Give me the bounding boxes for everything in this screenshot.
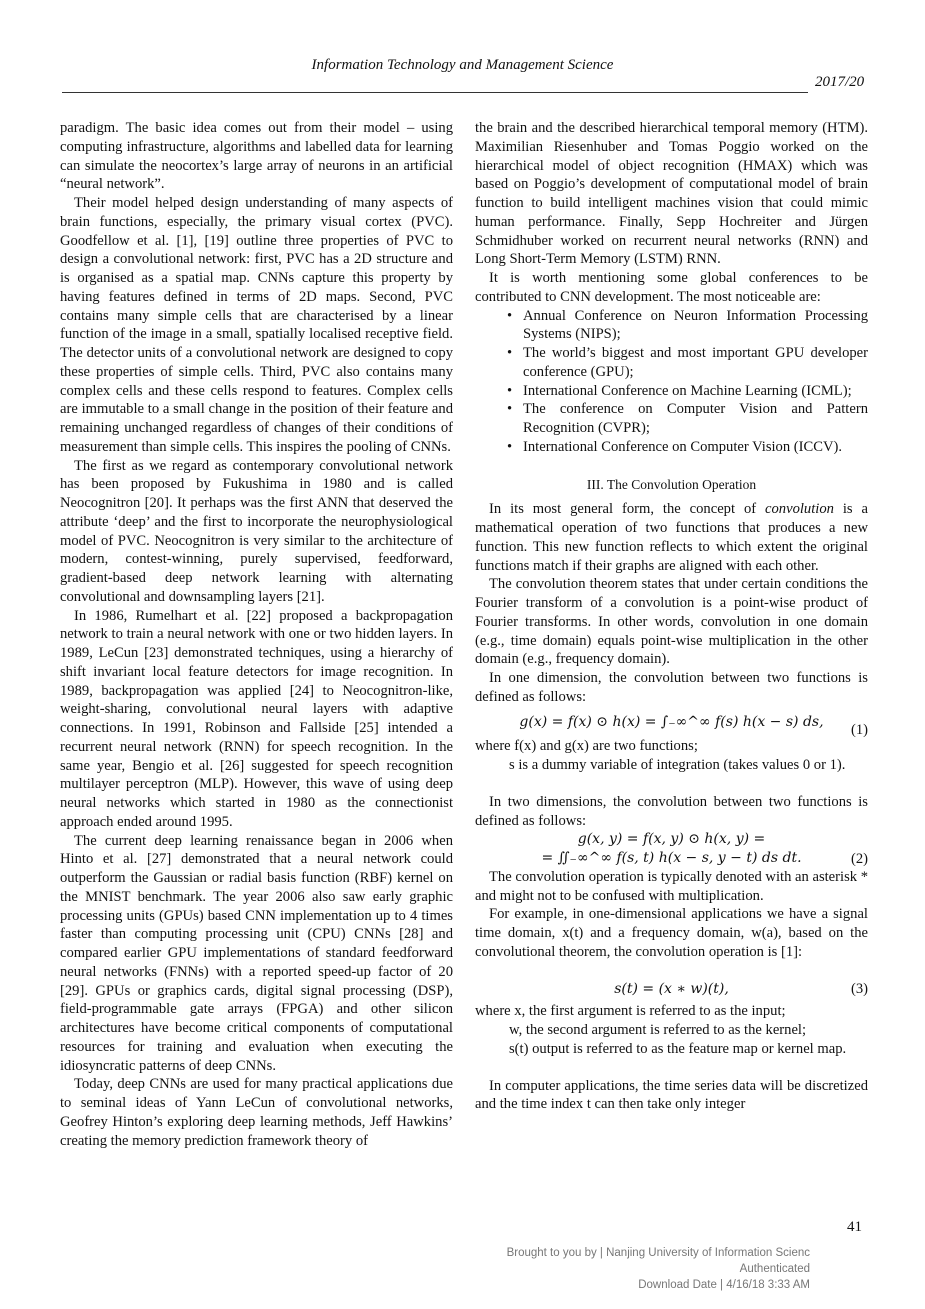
- footer-line: Download Date | 4/16/18 3:33 AM: [638, 1279, 810, 1291]
- paragraph: It is worth mentioning some global conferences to be contributed to CNN development. The most noticeable are:: [475, 270, 868, 305]
- paragraph: [475, 500, 868, 575]
- equation-3-text: s(t) = (x ∗ w)(t),: [614, 980, 729, 997]
- list-item: • Annual Conference on Neuron Information Processing Systems (NIPS);: [523, 307, 868, 345]
- paragraph: Today, deep CNNs are used for many practical applications due to seminal ideas of Yann LeCun of convolutional networks, Geofrey Hinton’s exploring deep learning methods, Jeff Hawkins’ creating the memory prediction framework theory of: [60, 1076, 453, 1149]
- list-item: • International Conference on Computer Vision (ICCV).: [523, 438, 868, 457]
- text: In its most general form, the concept of: [489, 501, 766, 518]
- text: is a mathematical operation of two functions that produces a new function. This new function reflects to which extent the original functions match if their graphs are aligned with each other.: [475, 501, 868, 574]
- paragraph: In one dimension, the convolution between two functions is defined as follows:: [475, 670, 868, 705]
- equation-2-line-2: = ∬₋∞^∞ f(s, t) h(x − s, y − t) ds dt.: [541, 850, 802, 866]
- right-column: [475, 119, 868, 1114]
- where-line: where f(x) and g(x) are two functions;: [475, 738, 698, 755]
- paragraph: The convolution operation is typically denoted with an asterisk * and might not to be confused with multiplication.: [475, 868, 868, 904]
- conference-list: [475, 307, 868, 457]
- paragraph: The first as we regard as contemporary convolutional network has been proposed by Fukushima in 1980 and is called Neocognitron [20]. It perhaps was the first ANN that deserved the attribute ‘deep’ and the first to incorporate the neurophysiological model of PVC. Neocognitron is very similar to the architecture of modern, contest-winning, purely supervised, feedforward, gradient-based deep network learning with alternating convolutional and downsampling layers [21].: [60, 457, 453, 605]
- section-heading: III. The Convolution Operation: [586, 476, 757, 492]
- equation-number: (2): [850, 851, 868, 868]
- page-number: 41: [847, 1219, 862, 1235]
- where-line: s is a dummy variable of integration (takes values 0 or 1).: [509, 757, 846, 773]
- equation-2-line-1: g(x, y) = f(x, y) ⊙ h(x, y) =: [577, 831, 766, 848]
- footer-line: Authenticated: [739, 1263, 810, 1275]
- list-item: • The world’s biggest and most important GPU developer conference (GPU);: [523, 344, 868, 382]
- equation-number: (1): [850, 721, 868, 738]
- left-column: [60, 119, 453, 1150]
- paragraph: In computer applications, the time series data will be discretized and the time index t can then take only integer: [475, 1077, 868, 1113]
- where-line: where x, the first argument is referred to as the input;: [475, 1003, 786, 1020]
- paragraph: The current deep learning renaissance began in 2006 when Hinto et al. [27] demonstrated that a neural network could outperform the Gaussian or radial basis function (RBF) kernel on the MNIST benchmark. The year 2006 also saw early graphic processing units (GPUs) based CNN implementation up to 4 times faster than computing processing unit (CPU) CNNs [28] and compared earlier GPU implementations of standard feedforward neural networks (FNNs) with a reported speed-up factor of 20 [29]. GPUs or graphics cards, digital signal processing (DSP), field-programmable gate arrays (FPGA) and other silicon architectures have become critical components of computational resources for training and evaluation when executing the idiosyncratic patterns of deep CNNs.: [60, 832, 453, 1074]
- paragraph: In two dimensions, the convolution between two functions is defined as follows:: [475, 793, 868, 829]
- where-line: s(t) output is referred to as the feature map or kernel map.: [509, 1040, 847, 1057]
- paragraph: the brain and the described hierarchical temporal memory (HTM). Maximilian Riesenhuber and Tomas Poggio worked on the hierarchical model of object recognition (HMAX) which was based on Poggio’s development of computational model of brain function to build intelligent machines vision that could mimic human performance. Finally, Sepp Hochreiter and Jürgen Schmidhuber worked on recurrent neural networks (RNN) and Long Short-Term Memory (LSTM) RNN.: [475, 120, 868, 268]
- where-line: w, the second argument is referred to as the kernel;: [509, 1022, 807, 1038]
- paragraph: Their model helped design understanding of many aspects of brain functions, especially, the primary visual cortex (PVC). Goodfellow et al. [1], [19] outline three properties of PVC to design a convolutional network: first, PVC has a 2D structure and is organised as a spatial map. CNNs capture this property by having features defined in terms of 2D maps. Second, PVC contains many simple cells that are characterised by a linear function of the image in a small, spatially localised receptive field. The detector units of a convolutional network are designed to copy these properties of simple cells. Third, PVC also contains many complex cells and these cells respond to features. Complex cells are immutable to a small change in the position of their feature and remaining unchanged regardless of changes of their conditions of measurement than simple cells. This inspires the pooling of CNNs.: [60, 195, 453, 455]
- issue-number: 2017/20: [815, 74, 865, 90]
- equation-3: [475, 962, 868, 1003]
- paragraph: paradigm. The basic idea comes out from their model – using computing infrastructure, algorithms and labelled data for learning can simulate the neocortex’s large array of neurons in an artificial “neural network”.: [60, 120, 453, 193]
- footer-line: Brought to you by | Nanjing University of Information Scienc: [506, 1247, 810, 1259]
- journal-title: Information Technology and Management Science: [311, 57, 614, 73]
- paragraph: In 1986, Rumelhart et al. [22] proposed a backpropagation network to train a neural network with one or two hidden layers. In 1989, LeCun [23] demonstrated techniques, using a hierarchy of shift invariant local feature detectors for image recognition. In 1989, backpropagation was applied [24] to Neocognitron-like, weight-sharing, convolutional neural layers with adaptive connections. In 1991, Robinson and Fallside [25] intended a recurrent neural network (RNN) for speech recognition. In the same year, Bengio et al. [26] suggested for speech recognition multilayer perceptron (MLP). However, this wave of using deep neural networks which started in 1980 as the connectionist approach ended around 1995.: [60, 607, 453, 830]
- equation-number: (3): [850, 980, 868, 997]
- paragraph: The convolution theorem states that under certain conditions the Fourier transform of a convolution is a point-wise product of Fourier transforms. In other words, convolution in one domain (e.g., time domain) equals point-wise multiplication in the other domain (e.g., frequency domain).: [475, 576, 868, 668]
- list-item: • International Conference on Machine Learning (ICML);: [523, 382, 868, 401]
- paragraph: For example, in one-dimensional applications we have a signal time domain, x(t) and a frequency domain, w(a), based on the convolutional theorem, the convolution operation is [1]:: [475, 906, 868, 960]
- equation-1-text: g(x) = f(x) ⊙ h(x) = ∫₋∞^∞ f(s) h(x − s) ds,: [519, 713, 824, 730]
- header-divider: [62, 92, 808, 93]
- emphasis: convolution: [765, 501, 834, 518]
- equation-2: [475, 830, 868, 868]
- list-item: • The conference on Computer Vision and Pattern Recognition (CVPR);: [523, 400, 868, 438]
- equation-1: [475, 707, 868, 738]
